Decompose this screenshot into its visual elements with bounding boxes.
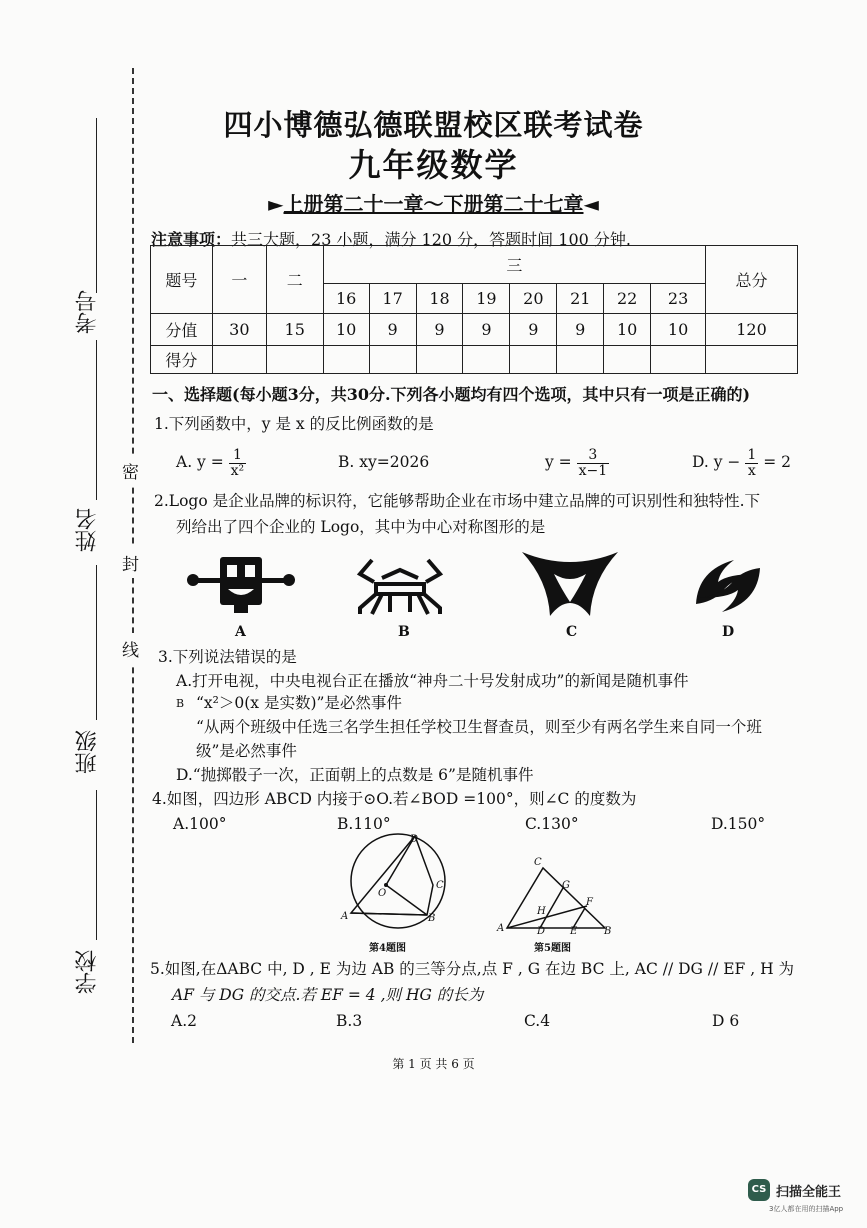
points-cell: 15 — [266, 314, 323, 346]
q2-label-c: C — [566, 624, 578, 640]
score-cell — [212, 346, 266, 374]
fraction-numerator: 1 — [747, 446, 757, 463]
name-line — [96, 565, 97, 720]
fraction-numerator: 1 — [229, 448, 247, 464]
robot-logo-icon — [186, 555, 296, 617]
notice-text: 共三大题，23 小题，满分 120 分，答题时间 100 分钟. — [231, 230, 631, 249]
subject-title: 九年级数学 — [348, 146, 519, 184]
q1-option-d — [692, 442, 791, 482]
score-cell — [323, 346, 369, 374]
q4-label-c: C — [436, 880, 444, 891]
q4-figure-caption: 第4题图 — [369, 943, 406, 954]
name-label: 姓名 — [75, 508, 100, 552]
points-cell: 9 — [557, 314, 604, 346]
header-section-3: 三 — [323, 246, 705, 284]
q5-option-b: B.3 — [336, 1012, 363, 1030]
q4-label-o: O — [378, 888, 387, 899]
q-num-cell: 20 — [510, 284, 557, 314]
q3-option-b: “x²＞0(x 是实数)”是必然事件 — [196, 694, 402, 712]
scope-text: 上册第二十一章～下册第二十七章 — [283, 192, 584, 216]
score-cell — [266, 346, 323, 374]
exam-no-line-2 — [96, 340, 97, 500]
notice-label: 注意事项： — [151, 230, 232, 249]
q5-option-a: A.2 — [171, 1012, 197, 1030]
school-label: 学校 — [75, 950, 100, 994]
q3-stem: 3.下列说法错误的是 — [158, 648, 297, 666]
q5-line-1: 5.如图,在ΔABC 中, D , E 为边 AB 的三等分点,点 F , G 在边 BC 上, AC // DG // EF , H 为 — [150, 960, 795, 978]
arrow-left-icon: ◄ — [583, 192, 599, 216]
points-cell: 10 — [323, 314, 369, 346]
camscanner-name: 扫描全能王 — [776, 1185, 842, 1200]
q-num-cell: 23 — [651, 284, 706, 314]
header-section-1: 一 — [212, 246, 266, 314]
q5-line-2: AF 与 DG 的交点.若 EF = 4 ,则 HG 的长为 — [172, 986, 484, 1004]
q3-option-c-line-2: 级”是必然事件 — [196, 742, 297, 760]
q5-triangle-figure — [505, 866, 611, 930]
points-cell: 9 — [510, 314, 557, 346]
q1-d-fraction — [745, 448, 758, 479]
points-cell: 10 — [604, 314, 651, 346]
page-footer: 第 1 页 共 6 页 — [392, 1057, 475, 1071]
q2-label-a: A — [235, 624, 246, 640]
q1-option-b: B. xy=2026 — [338, 453, 430, 471]
fraction-denominator: x — [747, 462, 756, 479]
q2-line-2: 列给出了四个企业的 Logo，其中为中心对称图形的是 — [176, 518, 546, 536]
q4-option-a: A.100° — [173, 815, 227, 833]
q2-label-b: B — [398, 624, 410, 640]
score-cell — [369, 346, 416, 374]
header-question-number: 题号 — [151, 246, 213, 314]
score-cell — [651, 346, 706, 374]
q-num-cell: 22 — [604, 284, 651, 314]
swirl-logo-icon — [692, 556, 764, 616]
q4-option-d: D.150° — [711, 815, 766, 833]
q5-option-d: D 6 — [712, 1012, 740, 1030]
q5-option-c: C.4 — [524, 1012, 551, 1030]
q3-option-b-mark: B — [176, 697, 185, 710]
points-cell: 10 — [651, 314, 706, 346]
q1-c-fraction — [577, 448, 610, 479]
seal-char-feng: 封 — [122, 547, 139, 578]
score-cell — [557, 346, 604, 374]
q5-label-a: A — [497, 923, 505, 934]
points-cell: 9 — [416, 314, 463, 346]
q2-line-1: 2.Logo 是企业品牌的标识符，它能够帮助企业在市场中建立品牌的可识别性和独特性.下 — [154, 492, 761, 510]
q1-d-suffix: = 2 — [763, 453, 791, 471]
score-cell — [416, 346, 463, 374]
section-1-heading: 一、选择题(每小题3分，共30分.下列各小题均有四个选项，其中只有一项是正确的) — [152, 385, 751, 404]
score-cell — [706, 346, 798, 374]
header-total: 总分 — [706, 246, 798, 314]
q5-label-g: G — [562, 880, 570, 891]
points-cell: 9 — [369, 314, 416, 346]
q4-option-c: C.130° — [525, 815, 579, 833]
crab-logo-icon — [350, 552, 450, 616]
q3-option-a: A.打开电视，中央电视台正在播放“神舟二十号发射成功”的新闻是随机事件 — [176, 672, 689, 690]
q2-label-d: D — [722, 624, 735, 640]
q5-label-c: C — [534, 857, 542, 868]
q3-option-c-line-1: “从两个班级中任选三名学生担任学校卫生督查员，则至少有两名学生来自同一个班 — [196, 718, 762, 736]
q-num-cell: 18 — [416, 284, 463, 314]
q-num-cell: 16 — [323, 284, 369, 314]
q5-figure-caption: 第5题图 — [534, 943, 571, 954]
q1-a-fraction — [229, 448, 247, 479]
triangle-curve-logo-icon — [520, 550, 620, 618]
exam-title: 四小博德弘德联盟校区联考试卷 — [223, 108, 644, 142]
q-num-cell: 17 — [369, 284, 416, 314]
points-cell: 30 — [212, 314, 266, 346]
q4-label-d: D — [410, 834, 419, 845]
points-total-cell: 120 — [706, 314, 798, 346]
exam-scope — [0, 188, 867, 217]
q1-c-prefix: y = — [545, 453, 572, 471]
score-cell — [463, 346, 510, 374]
fraction-denominator: x² — [230, 462, 245, 479]
fraction-numerator: 3 — [577, 448, 610, 464]
q-num-cell: 19 — [463, 284, 510, 314]
class-label: 班级 — [75, 730, 100, 774]
points-cell: 9 — [463, 314, 510, 346]
score-cell — [510, 346, 557, 374]
q1-d-prefix: D. y − — [692, 453, 741, 471]
header-section-2: 二 — [266, 246, 323, 314]
seal-char-xian: 线 — [122, 633, 139, 664]
fraction-denominator: x−1 — [578, 462, 608, 479]
exam-no-label: 考号 — [75, 290, 100, 334]
class-line — [96, 790, 97, 940]
q5-label-f: F — [586, 897, 593, 908]
camscanner-tagline: 3亿人都在用的扫描App — [769, 1205, 844, 1213]
q4-label-b: B — [428, 913, 436, 924]
q4-option-b: B.110° — [337, 815, 391, 833]
score-table — [150, 245, 798, 374]
arrow-right-icon: ► — [268, 192, 284, 216]
q-num-cell: 21 — [557, 284, 604, 314]
score-cell — [604, 346, 651, 374]
q1-option-c — [545, 442, 609, 482]
q3-option-d: D.“抛掷骰子一次，正面朝上的点数是 6”是随机事件 — [176, 766, 534, 784]
camscanner-logo-icon: CS — [748, 1179, 770, 1201]
seal-char-mi: 密 — [122, 455, 139, 486]
row-label-points: 分值 — [151, 314, 213, 346]
q5-label-b: B — [604, 926, 612, 937]
q5-label-e: E — [570, 926, 578, 937]
q5-label-d: D — [537, 926, 546, 937]
q1-option-a — [176, 442, 246, 482]
q1-a-prefix: A. y = — [176, 453, 224, 471]
q4-label-a: A — [341, 911, 349, 922]
row-label-score: 得分 — [151, 346, 213, 374]
q5-label-h: H — [537, 906, 546, 917]
q4-stem: 4.如图，四边形 ABCD 内接于⊙O.若∠BOD =100°，则∠C 的度数为 — [152, 790, 637, 808]
q1-stem: 1.下列函数中，y 是 x 的反比例函数的是 — [154, 415, 434, 433]
